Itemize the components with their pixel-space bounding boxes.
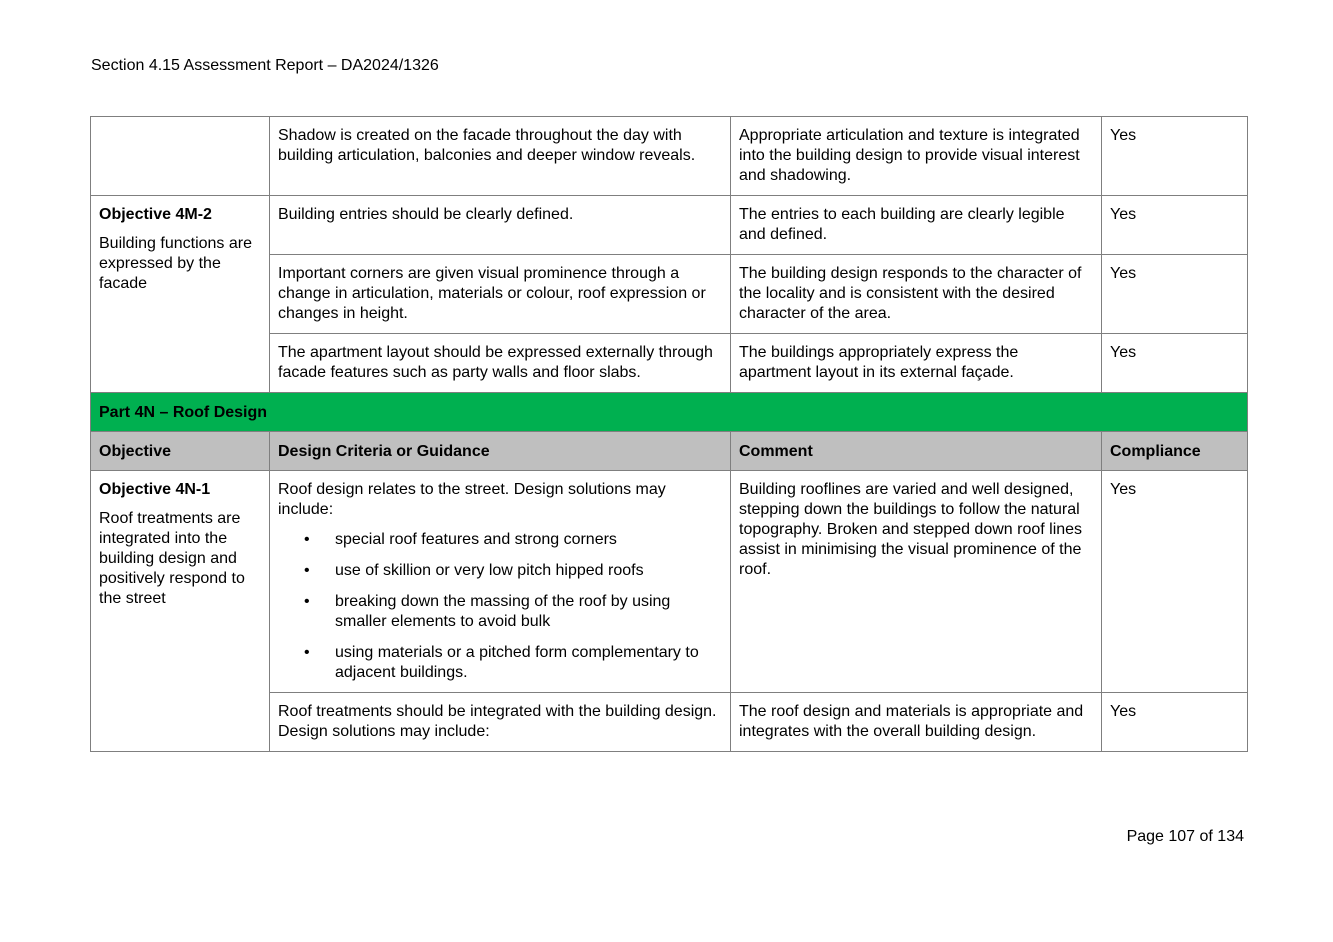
table-row <box>91 117 1248 196</box>
list-item-text: using materials or a pitched form complementary to adjacent buildings. <box>335 644 699 681</box>
page-number: Page 107 of 134 <box>1126 828 1244 845</box>
compliance-cell: Yes <box>1102 471 1248 693</box>
criteria-cell: Building entries should be clearly defined. <box>270 196 731 255</box>
objective-cell <box>91 196 270 393</box>
column-header-comment: Comment <box>731 432 1102 471</box>
assessment-table <box>90 116 1248 752</box>
objective-cell <box>91 471 270 752</box>
column-header-criteria: Design Criteria or Guidance <box>270 432 731 471</box>
criteria-intro: Roof design relates to the street. Design solutions may include: <box>278 481 666 518</box>
list-item-text: breaking down the massing of the roof by using smaller elements to avoid bulk <box>335 593 671 630</box>
objective-description: Building functions are expressed by the facade <box>99 235 252 292</box>
bullet-icon: • <box>304 531 310 548</box>
list-item <box>278 530 722 550</box>
compliance-cell: Yes <box>1102 196 1248 255</box>
comment-cell: Building rooflines are varied and well designed, stepping down the buildings to follow the natural topography. Broken and stepped down roof lines assist in minimising the visual prominence of the roof. <box>731 471 1102 693</box>
criteria-cell: Roof treatments should be integrated with the building design. Design solutions may include: <box>270 693 731 752</box>
compliance-cell: Yes <box>1102 117 1248 196</box>
comment-cell: The building design responds to the character of the locality and is consistent with the desired character of the area. <box>731 255 1102 334</box>
list-item-text: special roof features and strong corners <box>335 531 617 548</box>
table-row <box>91 471 1248 693</box>
bullet-icon: • <box>304 593 310 610</box>
list-item <box>278 592 722 632</box>
table-row <box>91 196 1248 255</box>
column-header-objective: Objective <box>91 432 270 471</box>
list-item-text: use of skillion or very low pitch hipped roofs <box>335 562 644 579</box>
criteria-cell: Important corners are given visual prominence through a change in articulation, materials or colour, roof expression or changes in height. <box>270 255 731 334</box>
objective-title: Objective 4M-2 <box>99 206 212 223</box>
objective-title: Objective 4N-1 <box>99 481 211 498</box>
comment-cell: The roof design and materials is appropriate and integrates with the overall building design. <box>731 693 1102 752</box>
objective-description: Roof treatments are integrated into the building design and positively respond to the street <box>99 510 245 607</box>
compliance-cell: Yes <box>1102 693 1248 752</box>
bullet-icon: • <box>304 644 310 661</box>
comment-cell: The buildings appropriately express the apartment layout in its external façade. <box>731 334 1102 393</box>
compliance-cell: Yes <box>1102 334 1248 393</box>
criteria-cell <box>270 471 731 693</box>
list-item <box>278 561 722 581</box>
section-header-row <box>91 393 1248 432</box>
objective-cell <box>91 117 270 196</box>
comment-cell: The entries to each building are clearly legible and defined. <box>731 196 1102 255</box>
criteria-cell: The apartment layout should be expressed externally through facade features such as party walls and floor slabs. <box>270 334 731 393</box>
list-item <box>278 643 722 683</box>
criteria-bullet-list <box>278 530 722 683</box>
criteria-cell: Shadow is created on the facade throughout the day with building articulation, balconies and deeper window reveals. <box>270 117 731 196</box>
column-header-row <box>91 432 1248 471</box>
page-header: Section 4.15 Assessment Report – DA2024/1326 <box>91 57 439 74</box>
comment-cell: Appropriate articulation and texture is integrated into the building design to provide visual interest and shadowing. <box>731 117 1102 196</box>
bullet-icon: • <box>304 562 310 579</box>
compliance-cell: Yes <box>1102 255 1248 334</box>
column-header-compliance: Compliance <box>1102 432 1248 471</box>
section-title: Part 4N – Roof Design <box>91 393 1248 432</box>
